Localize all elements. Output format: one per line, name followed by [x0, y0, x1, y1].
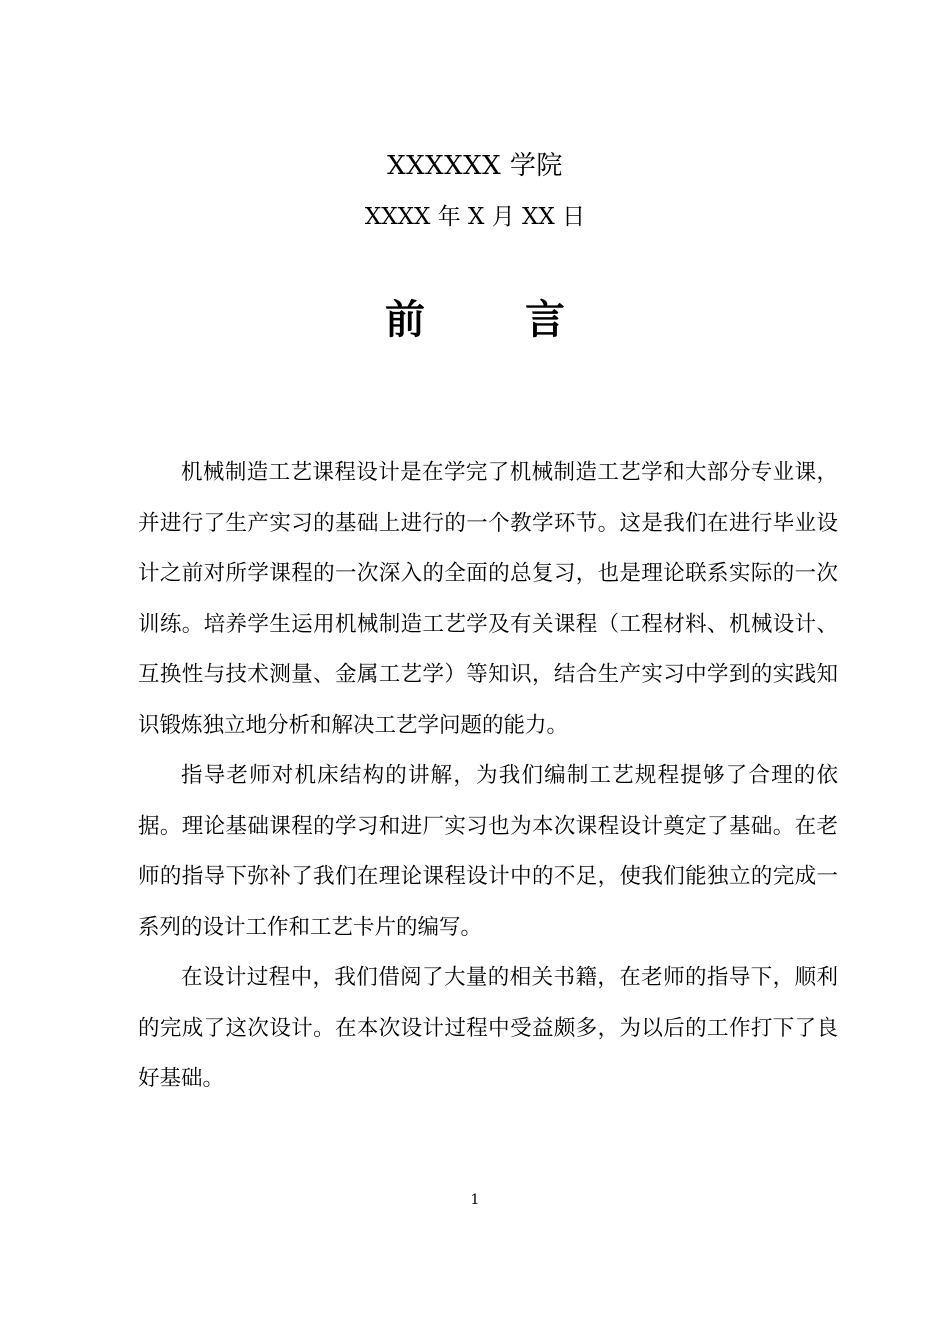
paragraph: 指导老师对机床结构的讲解，为我们编制工艺规程提够了合理的依据。理论基础课程的学习和进厂实习也为本次课程设计奠定了基础。在老师的指导下弥补了我们在理论课程设计中的不足，使我们能独立的完成一系列的设计工作和工艺卡片的编写。	[138, 763, 838, 940]
paragraph: 机械制造工艺课程设计是在学完了机械制造工艺学和大部分专业课，并进行了生产实习的基础上进行的一个教学环节。这是我们在进行毕业设计之前对所学课程的一次深入的全面的总复习，也是理论联系实际的一次训练。培养学生运用机械制造工艺学及有关课程（工程材料、机械设计、互换性与技术测量、金属工艺学）等知识，结合生产实习中学到的实践知识锻炼独立地分析和解决工艺学问题的能力。	[138, 460, 838, 738]
paragraph: 在设计过程中，我们借阅了大量的相关书籍，在老师的指导下，顺利的完成了这次设计。在本次设计过程中受益颇多，为以后的工作打下了良好基础。	[138, 965, 838, 1091]
page-number: 1	[470, 1192, 480, 1208]
body-text	[138, 448, 838, 1105]
section-heading: 前言	[385, 296, 665, 343]
institution-name: XXXXXX 学院	[387, 151, 563, 181]
document-date: XXXX 年 X 月 XX 日	[364, 204, 586, 230]
